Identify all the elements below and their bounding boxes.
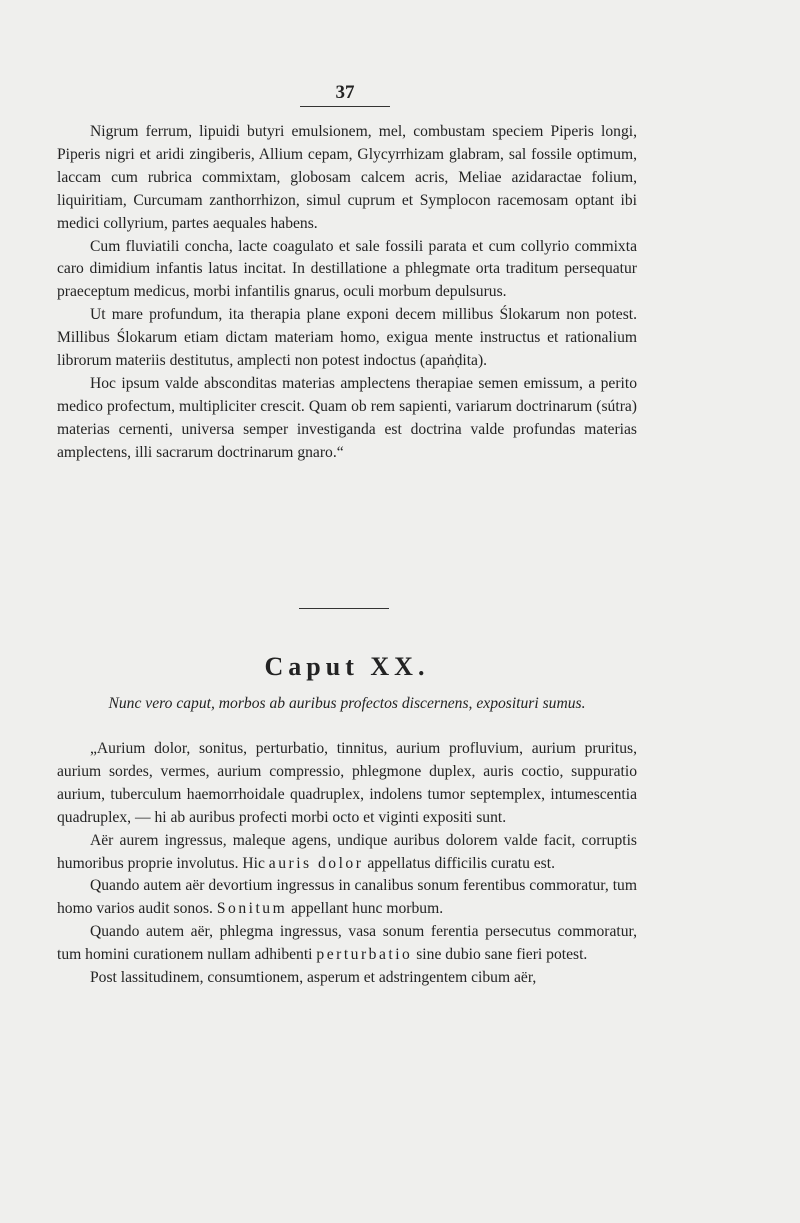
spaced-term: perturbatio [316,946,413,964]
spaced-term: Sonitum [216,900,288,918]
paragraph [57,875,637,921]
chapter-title: Caput XX. [264,652,430,681]
paragraph: Hoc ipsum valde absconditas materias amplectens therapiae semen emissum, a perito medico profectum, multipliciter crescit. Quam ob rem sapienti, variarum doctrinarum (sútra) materias cernenti, universa semper investiganda est doctrina valde profundas materias amplectens, illi sacrarum doctrinarum gnaro.“ [57,374,637,461]
paragraph: Post lassitudinem, consumtionem, asperum et adstringentem cibum aër, [90,969,537,987]
paragraph: „Aurium dolor, sonitus, perturbatio, tinnitus, aurium profluvium, aurium pruritus, aurium sordes, vermes, aurium compressio, phlegmone duplex, auris coctio, suppuratio aurium, tuberculum haemorrhoidale quadruplex, indolens tumor septemplex, intumescentia quadruplex, — hi ab auribus profecti morbi octo et viginti expositi sunt. [57,740,637,826]
paragraph [57,830,637,876]
header-rule [300,106,390,107]
text-run: Quando autem aër devortium ingressus in canalibus sonum ferentibus commoratur, tum homo varios audit sonos. [57,877,637,918]
chapter-subtitle: Nunc vero caput, morbos ab auribus profectos discernens, exposituri sumus. [108,695,586,712]
text-run: Aër aurem ingressus, maleque agens, undique auribus dolorem valde facit, corruptis humoribus proprie involutus. Hic [57,831,637,872]
text-run: appellatus difficilis curatu est. [363,854,555,872]
paragraph: Ut mare profundum, ita therapia plane exponi decem millibus Ślokarum non potest. Millibus Ślokarum etiam dictam materiam homo, exigua mente instructus et rationalium librorum materiis destitutus, amplecti non potest indoctus (apaṅḍita). [57,306,637,370]
page-number: 37 [335,82,355,103]
spaced-term: auris dolor [268,854,364,872]
lower-text-block [57,738,637,990]
text-run: sine dubio sane fieri potest. [412,946,588,964]
text-run: Quando autem aër, phlegma ingressus, vasa sonum ferentia persecutus commoratur, tum homini curationem nullam adhibenti [57,923,637,964]
upper-text-block [57,121,637,465]
paragraph [57,921,637,967]
paragraph: Nigrum ferrum, lipuidi butyri emulsionem, mel, combustam speciem Piperis longi, Piperis nigri et aridi zingiberis, Allium cepam, Glycyrrhizam glabram, sal fossile optimum, laccam cum rubrica commixtam, globosam calcem acris, Meliae azidaractae folium, liquiritiam, Curcumam zanthorrhizon, simul cuprum et Symplocon racemosam optant ibi medici collyrium, partes aequales habens. [57,123,637,232]
text-run: appellant hunc morbum. [287,900,444,918]
section-divider [299,608,389,609]
paragraph: Cum fluviatili concha, lacte coagulato et sale fossili parata et cum collyrio commixta caro dimidium infantis latus incitat. In destillatione a phlegmate orta traditum persequatur praeceptum medicus, morbi infantilis gnarus, oculi morbum depulsurus. [57,237,637,301]
